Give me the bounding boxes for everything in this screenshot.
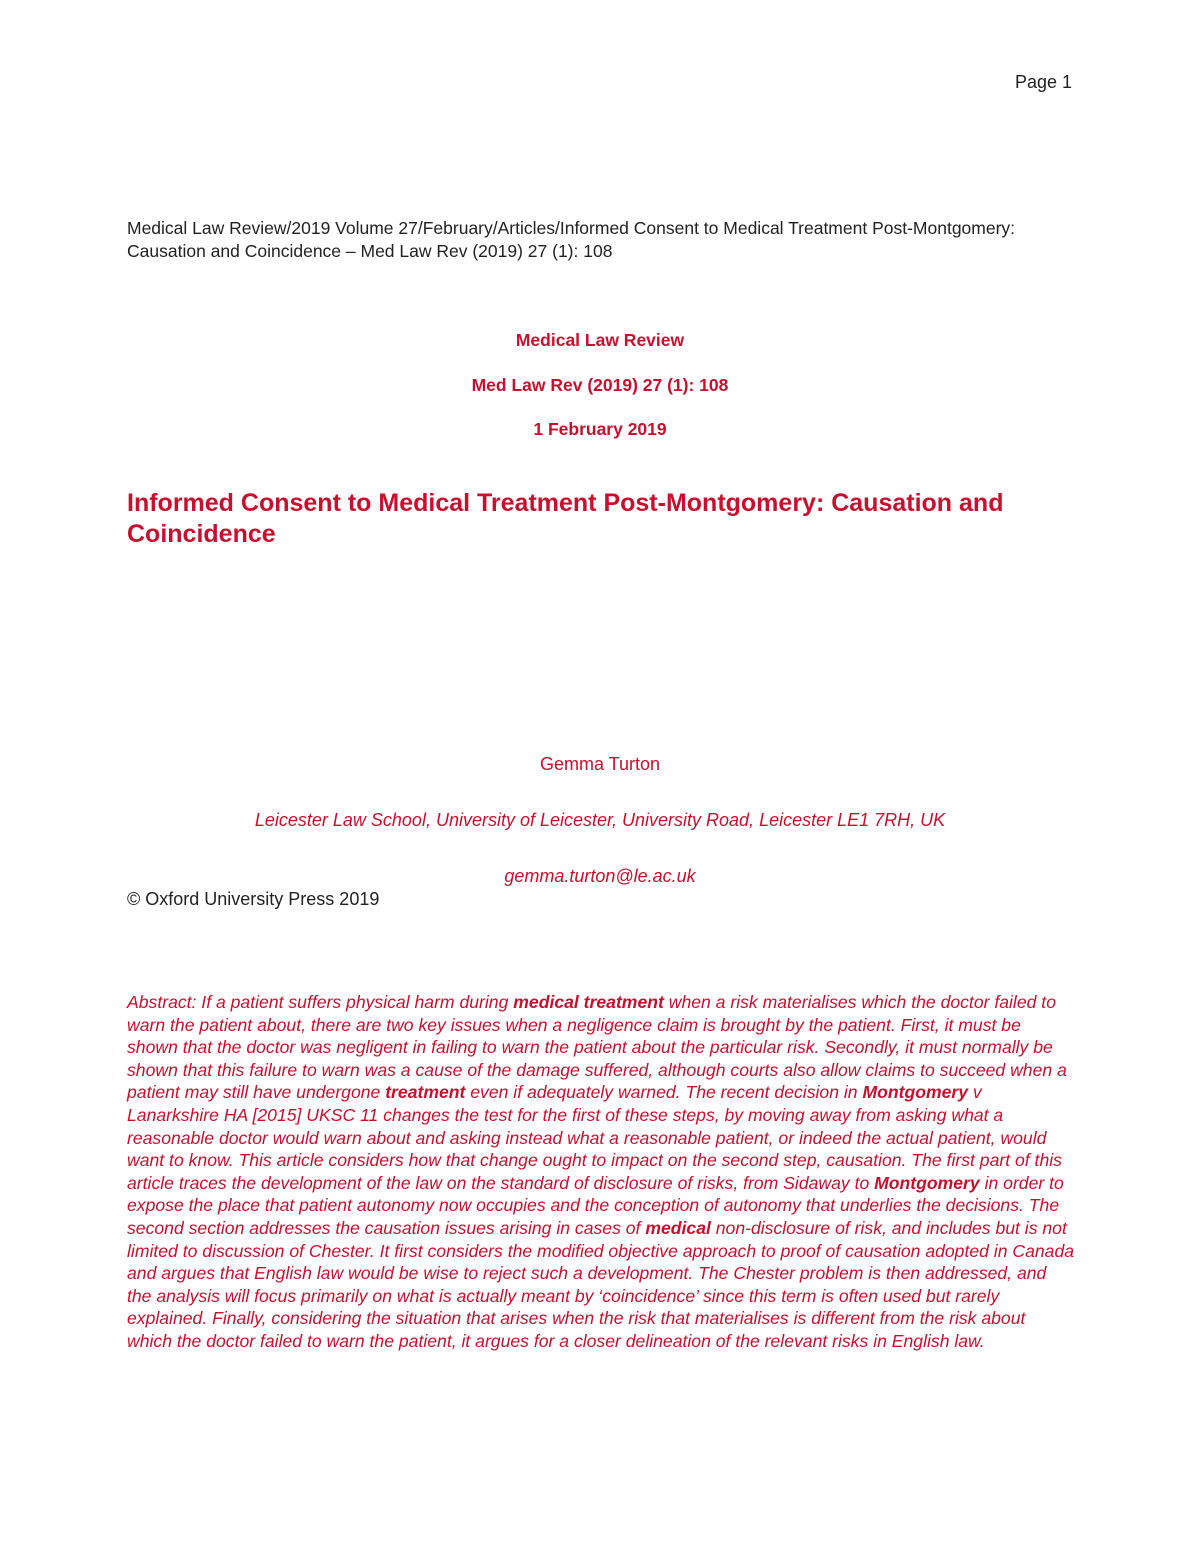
- journal-name: Medical Law Review: [515, 330, 685, 350]
- abstract-segment: Abstract: If a patient suffers physical harm during: [127, 992, 514, 1012]
- publication-date: 1 February 2019: [533, 419, 667, 439]
- abstract: [127, 991, 1075, 1353]
- abstract-segment: in order to expose the place that patient autonomy now occupies and the conception of autonomy that underlies the decisions. The second section addresses the causation issues arising in cases of: [127, 1172, 1064, 1238]
- abstract-segment: even if adequately warned. The recent decision in: [465, 1082, 863, 1103]
- abstract-segment: v Lanarkshire HA [2015] UKSC 11 changes the test for the first of these steps, by moving away from asking what a reasonable doctor would warn about and asking instead what a reasonable patient, or indeed the actual patient, would want to know. This article considers how that change ought to impact on the second step, causation. The first part of this article traces the development of the law on the standard of disclosure of risks, from Sidaway to: [127, 1082, 1062, 1193]
- copyright-notice: © Oxford University Press 2019: [127, 889, 380, 909]
- journal-citation: Med Law Rev (2019) 27 (1): 108: [471, 375, 729, 395]
- abstract-segment: when a risk materialises which the doctor failed to warn the patient about, there are two key issues when a negligence claim is brought by the patient. First, it must be shown that the doctor was negligent in failing to warn the patient about the particular risk. Secondly, it must normally be shown that this failure to warn was a cause of the damage suffered, although courts also allow claims to succeed when a patient may still have undergone: [127, 992, 1067, 1103]
- abstract-highlight: Montgomery: [862, 1082, 969, 1103]
- abstract-segment: non-disclosure of risk, and includes but is not limited to discussion of Chester. It first considers the modified objective approach to proof of causation adopted in Canada and argues that English law would be wise to reject such a development. The Chester problem is then addressed, and the analysis will focus primarily on what is actually meant by ‘coincidence’ since this term is often used but rarely explained. Finally, considering the situation that arises when the risk that materialises is different from the risk about which the doctor failed to warn the patient, it argues for a closer delineation of the relevant risks in English law.: [127, 1217, 1075, 1351]
- abstract-highlight: treatment: [385, 1082, 466, 1103]
- abstract-highlight: medical: [645, 1217, 711, 1238]
- author-email: gemma.turton@le.ac.uk: [504, 866, 696, 886]
- author-affiliation: Leicester Law School, University of Leicester, University Road, Leicester LE1 7RH, UK: [254, 810, 946, 830]
- abstract-highlight: medical treatment: [513, 992, 664, 1012]
- page-number: Page 1: [1014, 72, 1072, 92]
- author-name: Gemma Turton: [539, 754, 661, 774]
- abstract-highlight: Montgomery: [874, 1172, 980, 1193]
- article-title: Informed Consent to Medical Treatment Post-Montgomery: Causation and Coincidence: [127, 489, 1004, 548]
- breadcrumb: Medical Law Review/2019 Volume 27/February/Articles/Informed Consent to Medical Treatment Post-Montgomery: Causation and Coincidence – Med Law Rev (2019) 27 (1): 108: [127, 218, 1016, 261]
